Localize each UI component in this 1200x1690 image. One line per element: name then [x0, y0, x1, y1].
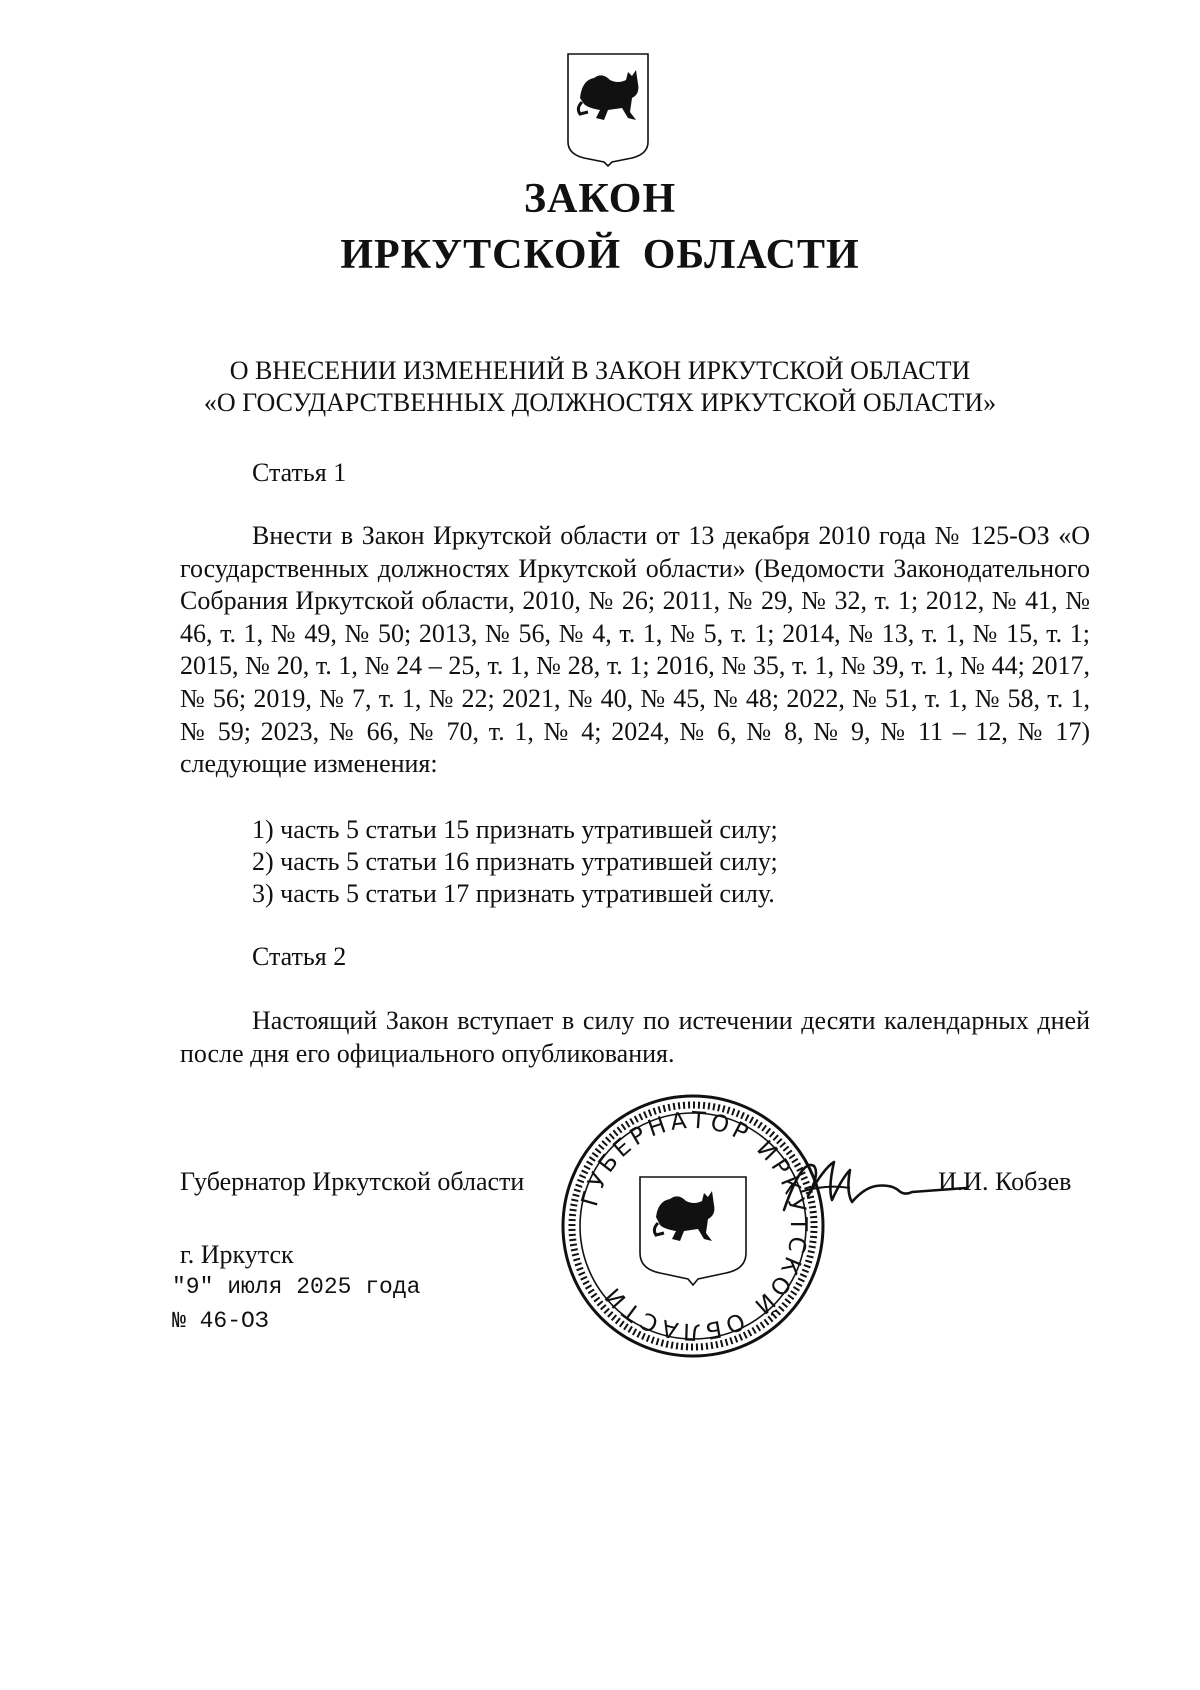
svg-text:ГУБЕРНАТОР ИРКУТСКОЙ ОБЛАСТИ: ГУБЕРНАТОР ИРКУТСКОЙ ОБЛАСТИ — [577, 1107, 812, 1345]
coat-of-arms-icon — [562, 50, 654, 168]
subtitle-line: «О ГОСУДАРСТВЕННЫХ ДОЛЖНОСТЯХ ИРКУТСКОЙ ОБЛАСТИ» — [203, 388, 997, 417]
law-number: № 46-ОЗ — [172, 1308, 269, 1334]
document-region-title: ИРКУТСКОЙ ОБЛАСТИ — [340, 232, 860, 278]
law-subtitle — [0, 355, 1200, 419]
governor-seal-icon — [560, 1093, 826, 1359]
article-1-heading: Статья 1 — [252, 458, 347, 487]
signer-name: И.И. Кобзев — [938, 1167, 1072, 1196]
list-item: 1) часть 5 статьи 15 признать утратившей силу; — [252, 815, 778, 844]
article-1-items — [252, 814, 778, 910]
article-1-text: Внести в Закон Иркутской области от 13 декабря 2010 года № 125-ОЗ «О государственных должностях Иркутской области» (Ведомости Законодательного Собрания Иркутской области, 2010, № 26; 2011, № 29, № 32, т. 1; 2012, № 41, № 46, т. 1, № 49, № 50; 2013, № 56, № 4, т. 1, № 5, т. 1; 2014, № 13, т. 1, № 15, т. 1; 2015, № 20, т. 1, № 24 – 25, т. 1, № 28, т. 1; 2016, № 35, т. 1, № 39, т. 1, № 44; 2017, № 56; 2019, № 7, т. 1, № 22; 2021, № 40, № 45, № 48; 2022, № 51, т. 1, № 58, т. 1, № 59; 2023, № 66, № 70, т. 1, № 4; 2024, № 6, № 8, № 9, № 11 – 12, № 17) следующие изменения: — [180, 521, 1090, 779]
signing-date: "9" июля 2025 года — [172, 1274, 421, 1300]
signing-city: г. Иркутск — [180, 1240, 294, 1269]
article-2-heading: Статья 2 — [252, 942, 347, 971]
list-item: 3) часть 5 статьи 17 признать утратившей силу. — [252, 879, 775, 908]
subtitle-line: О ВНЕСЕНИИ ИЗМЕНЕНИЙ В ЗАКОН ИРКУТСКОЙ ОБЛАСТИ — [229, 356, 971, 385]
list-item: 2) часть 5 статьи 16 признать утратившей силу; — [252, 847, 778, 876]
article-2-text: Настоящий Закон вступает в силу по истечении десяти календарных дней после дня его официального опубликования. — [180, 1006, 1090, 1068]
document-type-title: ЗАКОН — [523, 176, 677, 222]
signer-position: Губернатор Иркутской области — [180, 1167, 525, 1196]
